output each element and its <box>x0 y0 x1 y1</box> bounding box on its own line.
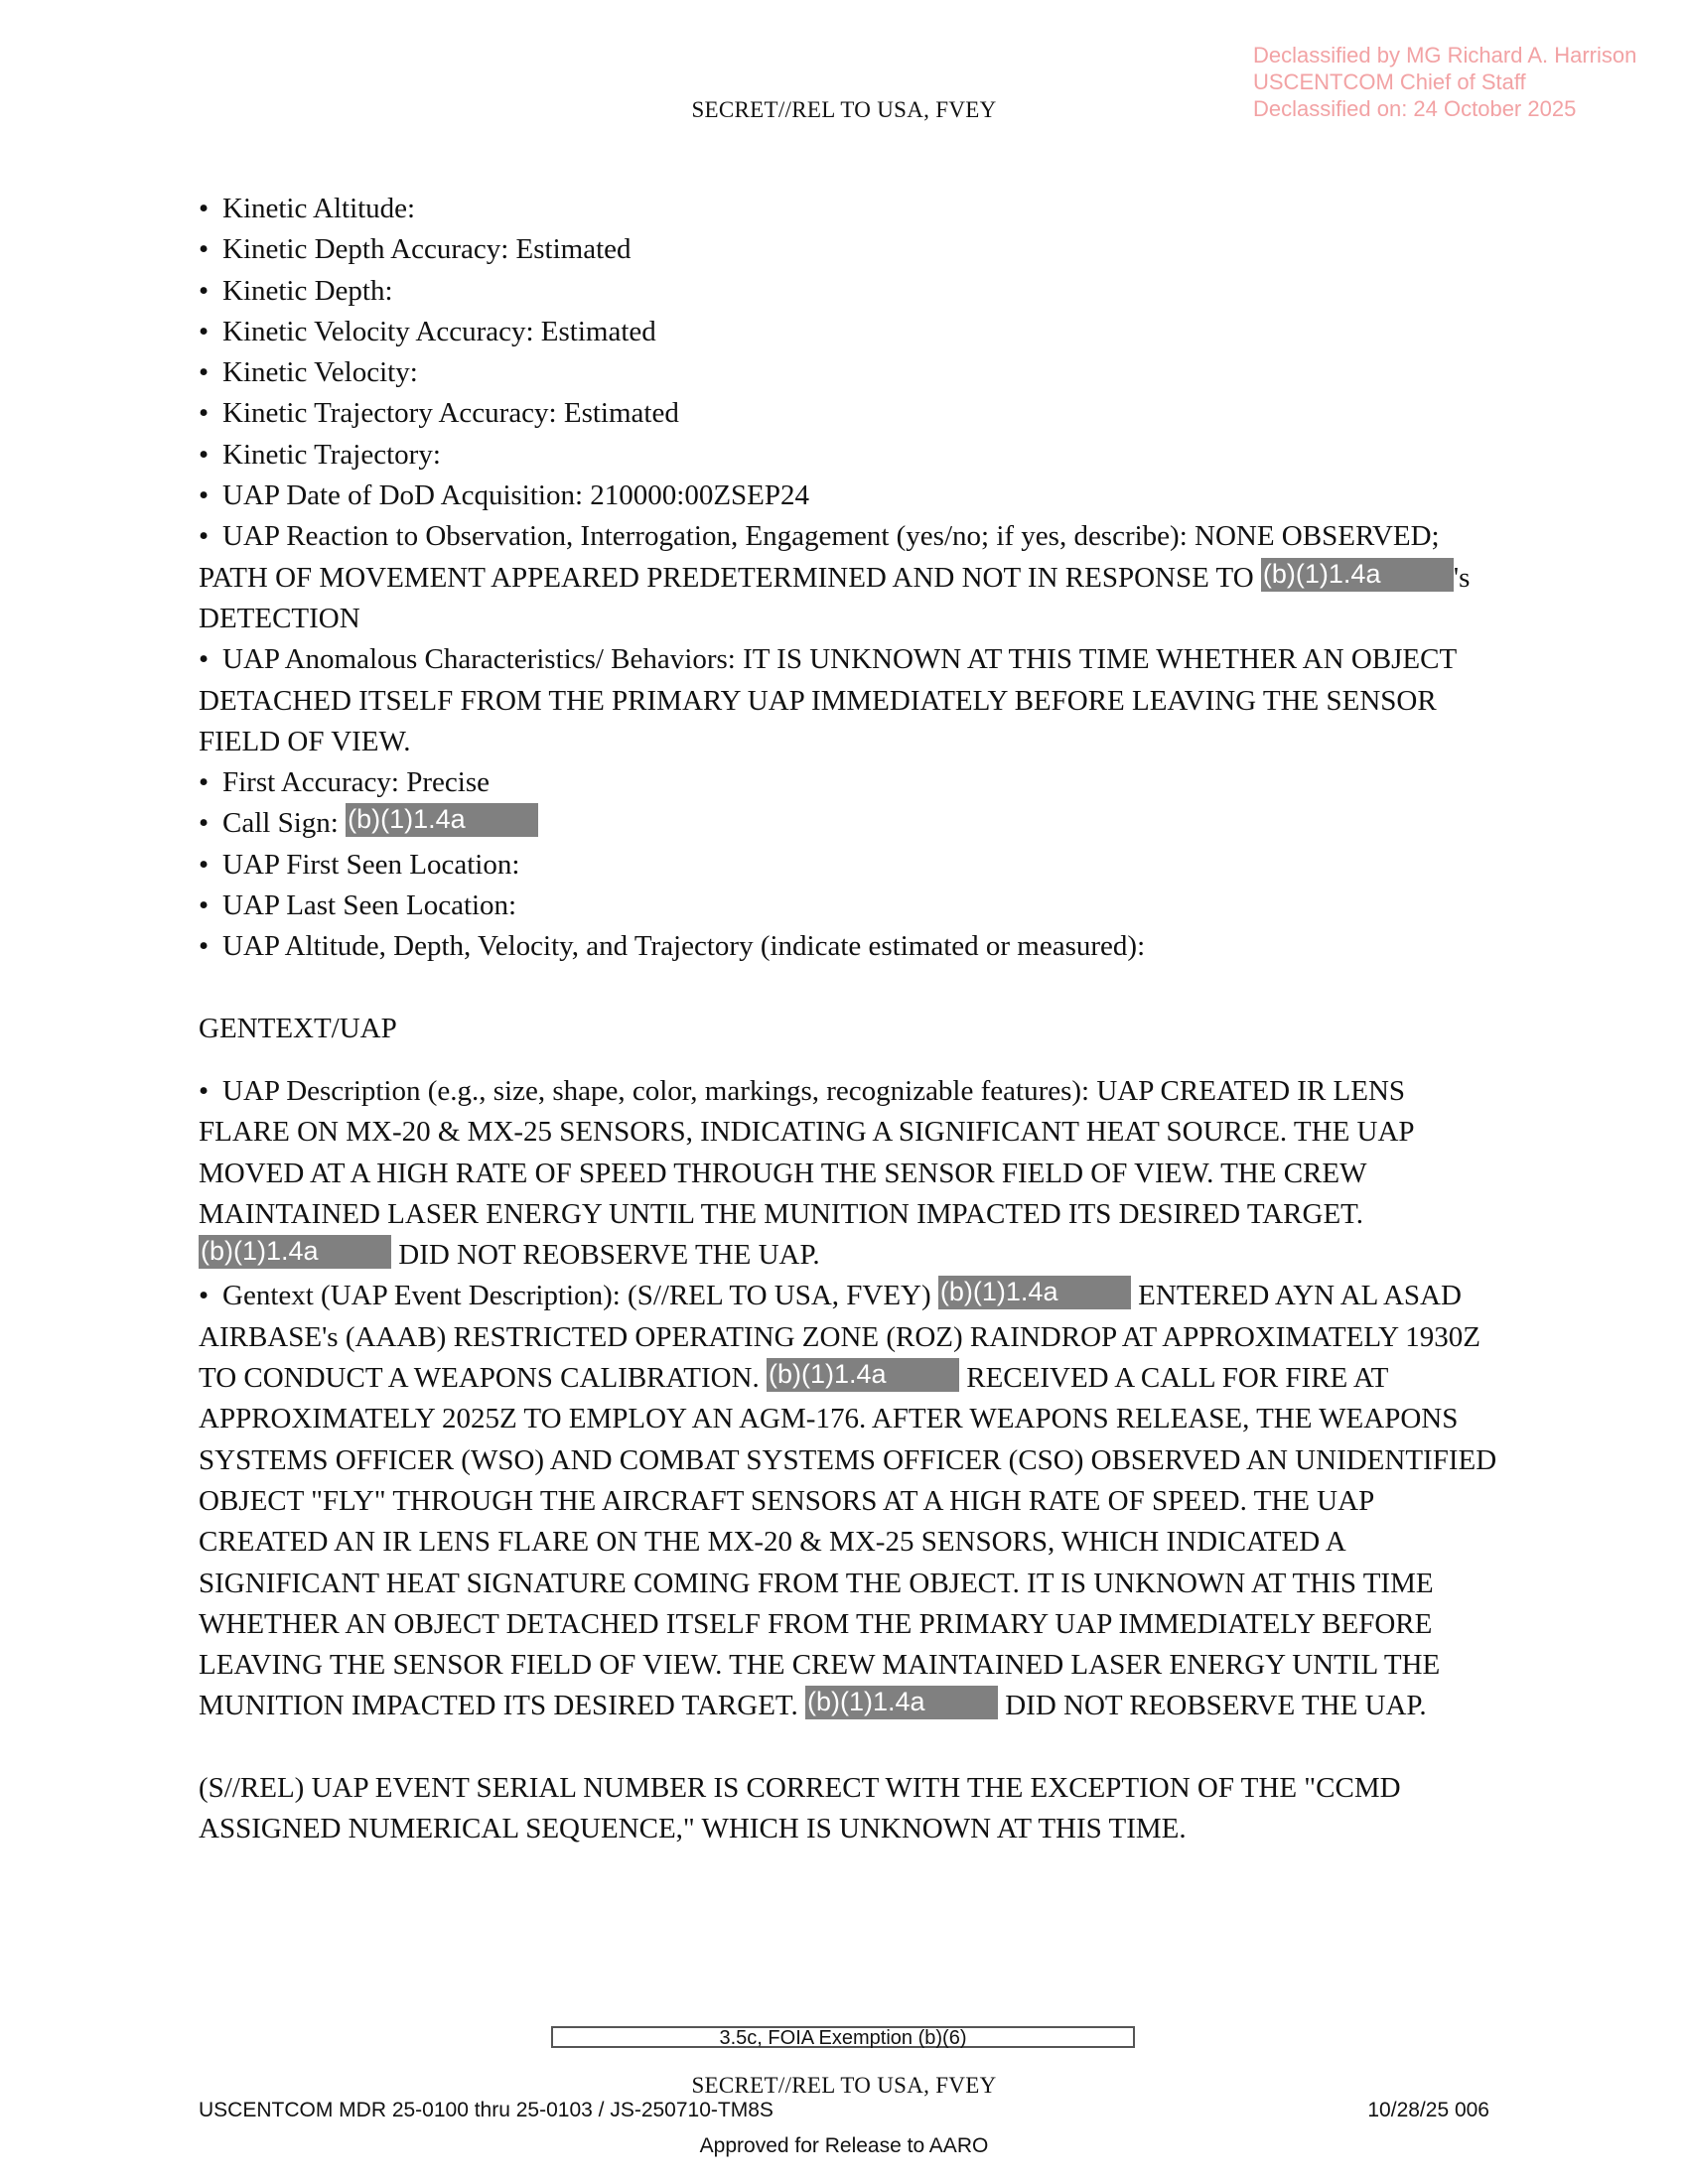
list-item: • First Accuracy: Precise <box>199 766 490 799</box>
classification-footer: SECRET//REL TO USA, FVEY <box>691 2073 997 2098</box>
classification-header: SECRET//REL TO USA, FVEY <box>691 97 997 122</box>
release-note: Approved for Release to AARO <box>699 2134 989 2157</box>
list-item: • Kinetic Velocity Accuracy: Estimated <box>199 315 656 347</box>
list-item: • UAP Description (e.g., size, shape, color, markings, recognizable features): UAP CREATED IR LENS FLARE ON MX-20 & MX-25 SENSORS, INDICATING A SIGNIFICANT HEAT SOURCE. THE UAP MOVED AT A HIGH RATE OF SPEED THROUGH THE SENSOR FIELD OF VIEW. THE CREW MAINTAINED LASER ENERGY UNTIL THE MUNITION IMPACTED ITS DESIRED TARGET. (b)(1)1.4a DID NOT REOBSERVE THE UAP. <box>199 1074 1414 1272</box>
closing-note: (S//REL) UAP EVENT SERIAL NUMBER IS CORRECT WITH THE EXCEPTION OF THE "CCMD ASSIGNED NUMERICAL SEQUENCE," WHICH IS UNKNOWN AT THIS TIME. <box>199 1771 1401 1844</box>
list-item: • Kinetic Depth Accuracy: Estimated <box>199 233 632 266</box>
section-heading: GENTEXT/UAP <box>199 1012 397 1044</box>
redaction-box: (b)(1)1.4a <box>1261 558 1454 592</box>
stamp-line-3: Declassified on: 24 October 2025 <box>1253 96 1577 121</box>
list-item: • Kinetic Trajectory: <box>199 438 441 471</box>
list-item: • UAP Reaction to Observation, Interrogation, Engagement (yes/no; if yes, describe): NONE OBSERVED; PATH OF MOVEMENT APPEARED PREDETERMINED AND NOT IN RESPONSE TO (b)(1)1.4a 's DETECTION <box>199 520 1471 634</box>
list-item: • Kinetic Trajectory Accuracy: Estimated <box>199 397 679 430</box>
list-item: • Gentext (UAP Event Description): (S//REL TO USA, FVEY) (b)(1)1.4a ENTERED AYN AL ASAD AIRBASE's (AAAB) RESTRICTED OPERATING ZONE (ROZ) RAINDROP AT APPROXIMATELY 1930Z TO CONDUCT A WEAPONS CALIBRATION. (b)(1)1.4a RECEIVED A CALL FOR FIRE AT APPROXIMATELY 2025Z TO EMPLOY AN AGM-176. AFTER WEAPONS RELEASE, THE WEAPONS SYSTEMS OFFICER (WSO) AND COMBAT SYSTEMS OFFICER (CSO) OBSERVED AN UNIDENTIFIED OBJECT "FLY" THROUGH THE AIRCRAFT SENSORS AT A HIGH RATE OF SPEED. THE UAP CREATED AN IR LENS FLARE ON THE MX-20 & MX-25 SENSORS, WHICH INDICATED A SIGNIFICANT HEAT SIGNATURE COMING FROM THE OBJECT. IT IS UNKNOWN AT THIS TIME WHETHER AN OBJECT DETACHED ITSELF FROM THE PRIMARY UAP IMMEDIATELY BEFORE LEAVING THE SENSOR FIELD OF VIEW. THE CREW MAINTAINED LASER ENERGY UNTIL THE MUNITION IMPACTED ITS DESIRED TARGET. (b)(1)1.4a DID NOT REOBSERVE THE UAP. <box>199 1277 1497 1722</box>
redaction-box: (b)(1)1.4a <box>805 1686 998 1719</box>
list-item: • Call Sign: (b)(1)1.4a <box>199 803 1499 844</box>
footer-reference: USCENTCOM MDR 25-0100 thru 25-0103 / JS-250710-TM8S <box>199 2099 774 2121</box>
list-item: • Kinetic Altitude: <box>199 193 416 224</box>
redaction-box: (b)(1)1.4a <box>346 803 538 837</box>
list-item: • UAP Anomalous Characteristics/ Behaviors: IT IS UNKNOWN AT THIS TIME WHETHER AN OBJECT DETACHED ITSELF FROM THE PRIMARY UAP IMMEDIATELY BEFORE LEAVING THE SENSOR FIELD OF VIEW. <box>199 643 1457 757</box>
document-body <box>199 189 1499 1849</box>
list-item: • UAP Date of DoD Acquisition: 210000:00ZSEP24 <box>199 479 810 512</box>
list-item: • UAP Altitude, Depth, Velocity, and Trajectory (indicate estimated or measured): <box>199 930 1146 963</box>
redaction-box: (b)(1)1.4a <box>199 1235 391 1269</box>
list-item: • Kinetic Velocity: <box>199 356 418 389</box>
list-item: • UAP First Seen Location: <box>199 848 520 881</box>
redaction-box: (b)(1)1.4a <box>938 1276 1131 1309</box>
stamp-line-1: Declassified by MG Richard A. Harrison <box>1253 43 1637 68</box>
foia-exemption-box: 3.5c, FOIA Exemption (b)(6) <box>551 2026 1135 2048</box>
list-item: • UAP Last Seen Location: <box>199 889 517 922</box>
redaction-box: (b)(1)1.4a <box>767 1358 959 1392</box>
list-item: • Kinetic Depth: <box>199 274 393 307</box>
footer-date: 10/28/25 006 <box>1367 2099 1489 2121</box>
stamp-line-2: USCENTCOM Chief of Staff <box>1253 69 1526 94</box>
